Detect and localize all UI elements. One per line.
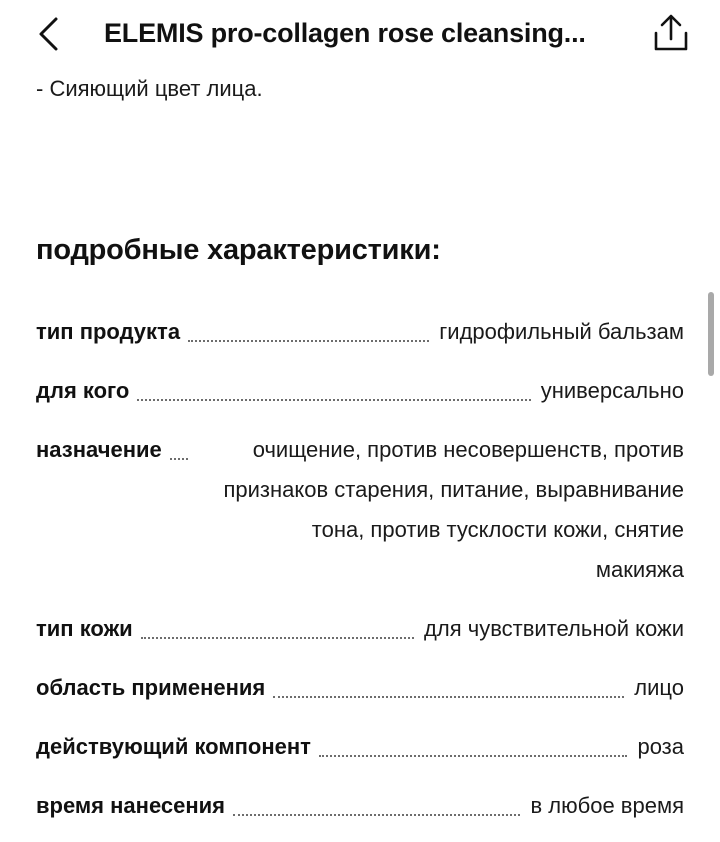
dotted-leader — [319, 727, 628, 757]
spec-value: для чувствительной кожи — [424, 616, 684, 641]
spec-label: назначение — [36, 437, 162, 462]
spec-row-purpose — [36, 430, 684, 590]
spec-row-skin-type — [36, 609, 684, 649]
spec-row-product-type — [36, 312, 684, 352]
spec-value: очищение, против несовершенств, против признаков старения, питание, выравнивание тона, против тусклости кожи, снятие макияжа — [223, 437, 684, 582]
chevron-left-icon — [36, 16, 60, 52]
spec-label: область применения — [36, 675, 266, 700]
spec-label: действующий компонент — [36, 734, 311, 759]
spec-value: гидрофильный бальзам — [439, 319, 684, 344]
top-app-bar — [0, 0, 720, 68]
spec-label: тип кожи — [36, 616, 133, 641]
spec-row-application-time — [36, 786, 684, 826]
dotted-leader — [137, 371, 530, 401]
spec-value: в любое время — [530, 793, 684, 818]
back-button[interactable] — [30, 14, 66, 54]
vertical-scrollbar[interactable] — [708, 292, 714, 376]
share-icon — [652, 13, 690, 53]
dotted-leader — [141, 609, 414, 639]
characteristics-list — [36, 312, 684, 842]
page-title: ELEMIS pro-collagen rose cleansing... — [104, 18, 586, 48]
share-button[interactable] — [648, 10, 694, 56]
dotted-leader — [273, 668, 624, 698]
spec-label: тип продукта — [36, 319, 181, 344]
spec-value: универсально — [540, 378, 684, 403]
dotted-leader — [188, 312, 429, 342]
spec-row-audience — [36, 371, 684, 411]
spec-label: время нанесения — [36, 793, 226, 818]
description-text: - Сияющий цвет лица. — [36, 76, 263, 101]
spec-label: для кого — [36, 378, 130, 403]
spec-row-application-area — [36, 668, 684, 708]
spec-row-active-ingredient — [36, 727, 684, 767]
dotted-leader — [233, 786, 520, 816]
dotted-leader — [170, 430, 188, 460]
spec-value: роза — [637, 734, 684, 759]
spec-value: лицо — [634, 675, 684, 700]
characteristics-heading: подробные характеристики: — [36, 234, 441, 266]
